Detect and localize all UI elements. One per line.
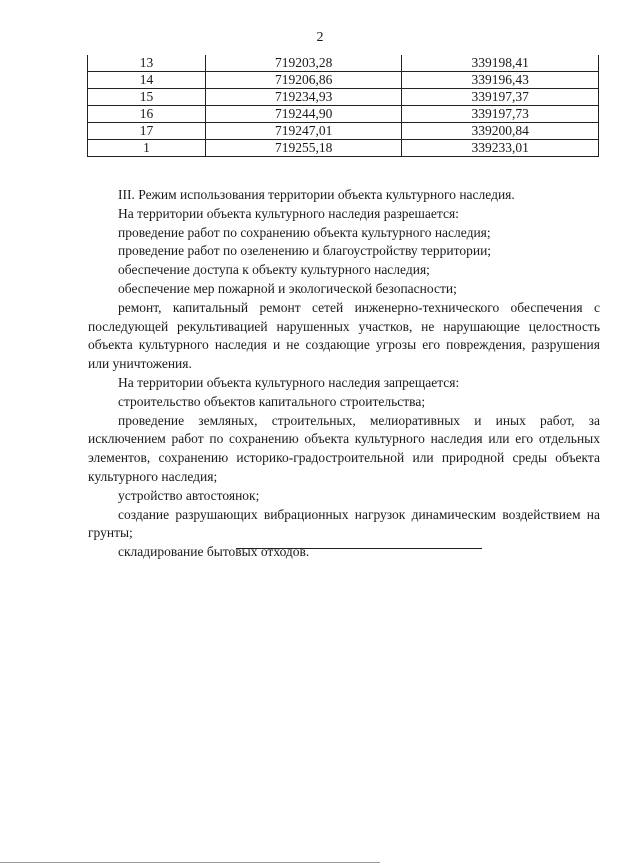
point-number-cell: 15 xyxy=(88,89,206,106)
bottom-scan-rule xyxy=(0,862,380,863)
point-number-cell: 1 xyxy=(88,140,206,157)
point-number-cell: 14 xyxy=(88,72,206,89)
table-row xyxy=(88,72,599,89)
x-coordinate-cell: 719206,86 xyxy=(205,72,402,89)
x-coordinate-cell: 719255,18 xyxy=(205,140,402,157)
forbidden-item: строительство объектов капитального строительства; xyxy=(118,393,426,409)
allowed-item: обеспечение мер пожарной и экологической безопасности; xyxy=(118,280,457,296)
coordinates-table xyxy=(87,55,599,157)
y-coordinate-cell: 339196,43 xyxy=(402,72,599,89)
forbidden-item: складирование бытовых отходов. xyxy=(118,544,310,560)
y-coordinate-cell: 339198,41 xyxy=(402,55,599,72)
page-number: 2 xyxy=(316,30,324,45)
forbidden-item: создание разрушающих вибрационных нагрузок динамическим воздействием на грунты; xyxy=(88,506,600,541)
x-coordinate-cell: 719247,01 xyxy=(205,123,402,140)
allowed-item: проведение работ по сохранению объекта культурного наследия; xyxy=(118,224,491,240)
x-coordinate-cell: 719244,90 xyxy=(205,106,402,123)
forbidden-item: устройство автостоянок; xyxy=(118,487,260,503)
point-number-cell: 16 xyxy=(88,106,206,123)
forbidden-intro: На территории объекта культурного наследия запрещается: xyxy=(118,374,460,390)
allowed-item: ремонт, капитальный ремонт сетей инженерно-технического обеспечения с последующей рекультивацией нарушенных участков, не нарушающие целостность объекта культурного наследия и не создающие угрозы его повреждения, разрушения или уничтожения. xyxy=(88,299,600,372)
table-row xyxy=(88,123,599,140)
table-row xyxy=(88,89,599,106)
regime-section xyxy=(88,186,600,562)
table-row xyxy=(88,140,599,157)
y-coordinate-cell: 339197,73 xyxy=(402,106,599,123)
table-row xyxy=(88,106,599,123)
point-number-cell: 17 xyxy=(88,123,206,140)
signature-divider-line xyxy=(236,548,482,549)
table-row xyxy=(88,55,599,72)
section-heading: III. Режим использования территории объекта культурного наследия. xyxy=(118,187,515,202)
allowed-item: обеспечение доступа к объекту культурного наследия; xyxy=(118,262,430,278)
forbidden-item: проведение земляных, строительных, мелиоративных и иных работ, за исключением работ по сохранению объекта культурного наследия или его отдельных элементов, сохранению историко-градостроительной или природной среды объекта культурного наследия; xyxy=(88,412,600,484)
y-coordinate-cell: 339233,01 xyxy=(402,140,599,157)
allowed-item: проведение работ по озеленению и благоустройству территории; xyxy=(118,243,492,259)
y-coordinate-cell: 339197,37 xyxy=(402,89,599,106)
y-coordinate-cell: 339200,84 xyxy=(402,123,599,140)
allowed-intro: На территории объекта культурного наследия разрешается: xyxy=(118,205,459,221)
x-coordinate-cell: 719203,28 xyxy=(205,55,402,72)
point-number-cell: 13 xyxy=(88,55,206,72)
x-coordinate-cell: 719234,93 xyxy=(205,89,402,106)
